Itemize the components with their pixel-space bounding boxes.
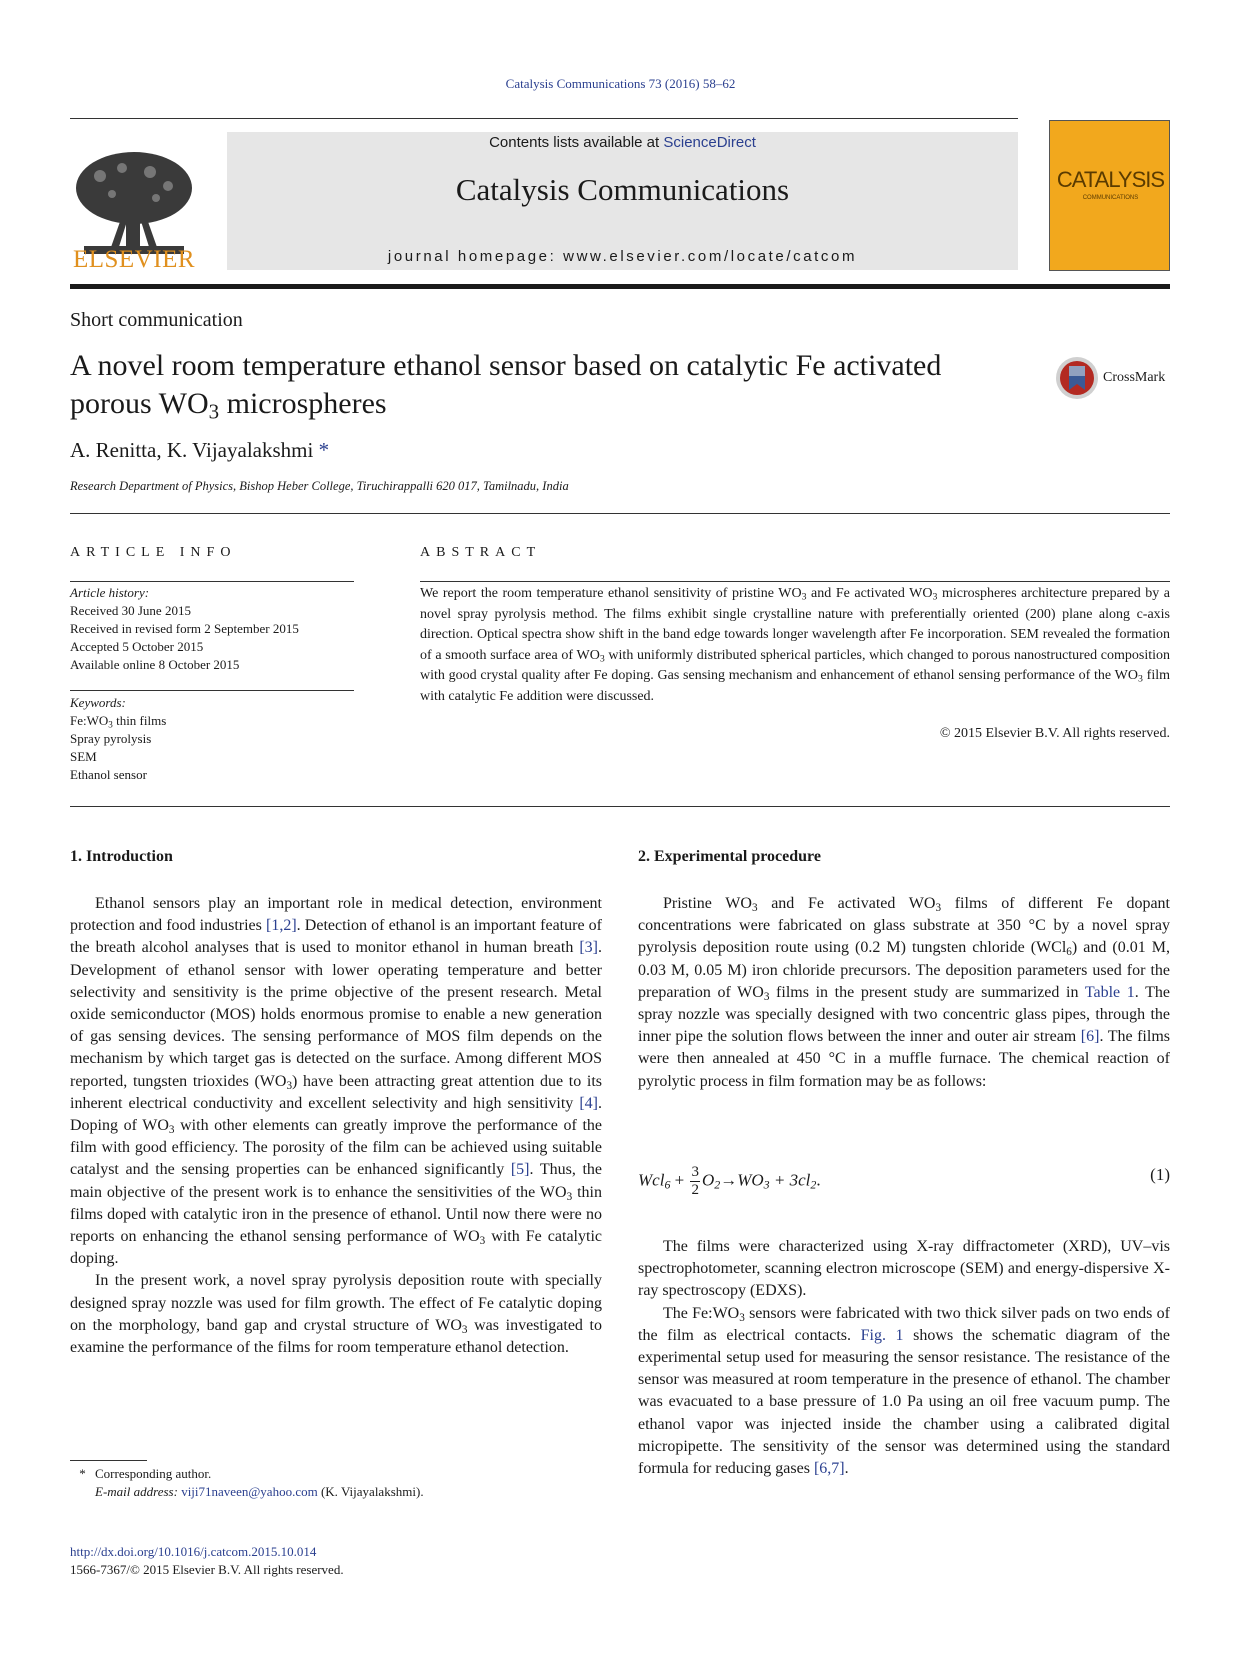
divider: [70, 806, 1170, 807]
author-list: [70, 438, 329, 463]
keyword: Ethanol sensor: [70, 767, 147, 782]
title-line-2: porous $WO_3$ microspheres: [70, 387, 387, 424]
history-item: Received in revised form 2 September 2015: [70, 621, 299, 636]
cover-subtitle: COMMUNICATIONS: [1082, 195, 1139, 201]
authors: A. Renitta, K. Vijayalakshmi: [70, 438, 314, 462]
reference-link[interactable]: [1,2]: [266, 917, 297, 935]
history-item: Available online 8 October 2015: [70, 657, 240, 672]
reference-link[interactable]: [3]: [579, 939, 598, 957]
journal-homepage[interactable]: journal homepage: www.elsevier.com/locate/catcom: [387, 248, 858, 265]
reference-link[interactable]: [5]: [510, 1161, 530, 1179]
paragraph: In the present work, a novel spray pyrolysis deposition route with specially designed spray nozzle was used for film growth. The effect of Fe catalytic doping on the morphology, band gap and crystal structure of $WO_3$ was investigated to examine the performance of the films for room temperature ethanol detection.: [70, 1272, 602, 1357]
section-heading-introduction: 1. Introduction: [70, 848, 173, 865]
title-line-1: A novel room temperature ethanol sensor based on catalytic Fe activated: [70, 349, 942, 382]
reference-link[interactable]: [6,7]: [813, 1460, 845, 1478]
divider: [70, 513, 1170, 514]
header-rule: [70, 118, 1018, 119]
footnote-email: E-mail address: viji71naveen@yahoo.com (K. Vijayalakshmi).: [95, 1484, 424, 1499]
keywords: [70, 694, 166, 784]
divider: [70, 690, 354, 691]
issn-copyright: 1566-7367/© 2015 Elsevier B.V. All rights reserved.: [70, 1562, 344, 1577]
paragraph: Pristine $WO_3$ and Fe activated $WO_3$ films of different Fe dopant concentrations were fabricated on glass substrate at 350 °C by a novel spray pyrolysis deposition route using (0.2 M) tungsten chloride (WCl$_6$) and (0.01 M, 0.03 M, 0.05 M) iron chloride precursors. The deposition parameters used for the preparation of $WO_3$ films in the present study are summarized in Table 1. The spray nozzle was specially designed with two concentric glass pipes, through the inner pipe the solution flows between the inner and outer air stream [6]. The films were then annealed at 450 °C in a muffle furnace. The chemical reaction of pyrolytic process in film formation may be as follows:: [638, 895, 1171, 1090]
reference-link[interactable]: [4]: [579, 1094, 598, 1112]
journal-banner: [227, 132, 1018, 270]
paragraph: Ethanol sensors play an important role in medical detection, environment protection and food industries [1,2]. Detection of ethanol is an important feature of the breath alcohol analyses that is used to monitor ethanol in human breath [3]. Development of ethanol sensor with lower operating temperature and better selectivity and sensitivity is the prime objective of the present research. Metal oxide semiconductor (MOS) holds enormous promise to enable a new generation of gas sensing devices. The sensing performance of MOS film depends on the mechanism by which target gas is detected on the surface. Among different MOS reported, tungsten trioxides $(WO_3)$ have been attracting great attention due to its inherent electrical conductivity and excellent selectivity and high sensitivity [4]. Doping of $WO_3$ with other elements can greatly improve the performance of the film with good efficiency. The porosity of the film can be achieved using suitable catalyst and the sensing properties can be enhanced significantly [5]. Thus, the main objective of the present work is to enhance the sensitivities of the $WO_3$ thin films doped with catalytic iron in the presence of ethanol. Until now there were no reports on enhancing the ethanol sensing performance of $WO_3$ with Fe catalytic doping.: [70, 895, 603, 1268]
section-heading-experimental: 2. Experimental procedure: [638, 848, 821, 865]
footer: [70, 1543, 344, 1579]
doi-link[interactable]: http://dx.doi.org/10.1016/j.catcom.2015.10.014: [70, 1544, 317, 1559]
experimental-body-1: [638, 893, 1170, 1093]
journal-cover[interactable]: [1049, 120, 1170, 271]
equation-body: Wcl$_6$ + $\frac{3}{2}$ $O_2\to WO_3 + 3cl_2$.: [638, 1164, 821, 1198]
crossmark-icon[interactable]: [1055, 356, 1099, 400]
figure-link[interactable]: Fig. 1: [860, 1326, 904, 1344]
keyword: $Fe:WO_3$ thin films: [70, 713, 167, 730]
reference-link[interactable]: [6]: [1080, 1028, 1100, 1046]
abstract-copyright: © 2015 Elsevier B.V. All rights reserved.: [939, 726, 1170, 741]
fraction: $\frac{3}{2}$: [691, 1164, 699, 1198]
table-link[interactable]: Table 1: [1084, 983, 1135, 1001]
divider: [420, 581, 1170, 582]
divider: [70, 581, 354, 582]
affiliation: Research Department of Physics, Bishop Heber College, Tiruchirappalli 620 017, Tamilnadu, India: [70, 479, 569, 493]
journal-name: Catalysis Communications: [455, 172, 790, 207]
equation-1: [638, 1152, 1170, 1198]
keywords-label: Keywords:: [70, 695, 126, 710]
abstract-text: We report the room temperature ethanol sensitivity of pristine $WO_3$ and Fe activated $WO_3$ microspheres architecture prepared by a novel spray pyrolysis method. The films exhibit single crystalline nature with preferentially oriented (200) plane along c-axis direction. Optical spectra show shift in the band edge towards longer wavelength after Fe incorporation. SEM revealed the formation of a smooth surface area of $WO_3$ with uniformly distributed spherical particles, which changed to porous nanostructured composition with good crystal quality after Fe doping. Gas sensing mechanism and enhancement of ethanol sensing performance of the $WO_3$ film with catalytic Fe addition were discussed.: [420, 586, 1170, 704]
paragraph: The films were characterized using X-ray diffractometer (XRD), UV–vis spectrophotometer, scanning electron microscope (SEM) and energy-dispersive X-ray spectroscopy (EDXS).: [638, 1238, 1170, 1300]
cover-title: CATALYSIS: [1056, 167, 1165, 192]
equation-number: (1): [1150, 1165, 1170, 1184]
elsevier-wordmark[interactable]: ELSEVIER: [72, 246, 196, 273]
history-label: Article history:: [70, 585, 150, 600]
article-type: Short communication: [70, 309, 243, 331]
article-history: [70, 584, 299, 674]
sciencedirect-link[interactable]: ScienceDirect: [663, 134, 756, 151]
footnote-corresponding: * Corresponding author.: [79, 1466, 212, 1481]
contents-prefix: Contents lists available at: [489, 134, 664, 151]
keyword: SEM: [70, 749, 97, 764]
journal-citation[interactable]: Catalysis Communications 73 (2016) 58–62: [505, 76, 736, 91]
header-thick-rule: [70, 284, 1170, 289]
article-title: [70, 347, 1030, 423]
abstract-heading: ABSTRACT: [420, 545, 542, 560]
paragraph: The $Fe:WO_3$ sensors were fabricated with two thick silver pads on two ends of the film as electrical contacts. Fig. 1 shows the schematic diagram of the experimental setup used for measuring the sensor resistance. The resistance of the sensor was measured at room temperature in the presence of ethanol. The chamber was evacuated to a base pressure of 1.0 Pa using an oil free vacuum pump. The ethanol vapor was injected inside the chamber using a calibrated digital micropipette. The sensitivity of the sensor was determined using the standard formula for reducing gases [6,7].: [638, 1304, 1171, 1478]
article-info-heading: ARTICLE INFO: [70, 545, 237, 560]
history-item: Received 30 June 2015: [70, 603, 191, 618]
history-item: Accepted 5 October 2015: [70, 639, 204, 654]
introduction-body: [70, 893, 602, 1359]
keyword: Spray pyrolysis: [70, 731, 152, 746]
email-link[interactable]: viji71naveen@yahoo.com: [181, 1484, 318, 1499]
corresponding-author-mark[interactable]: *: [318, 438, 330, 462]
crossmark-label[interactable]: CrossMark: [1103, 370, 1166, 385]
experimental-body-2: [638, 1236, 1170, 1480]
contents-line: [227, 134, 1018, 151]
footnote: [70, 1465, 424, 1501]
footnote-rule: [70, 1460, 147, 1461]
